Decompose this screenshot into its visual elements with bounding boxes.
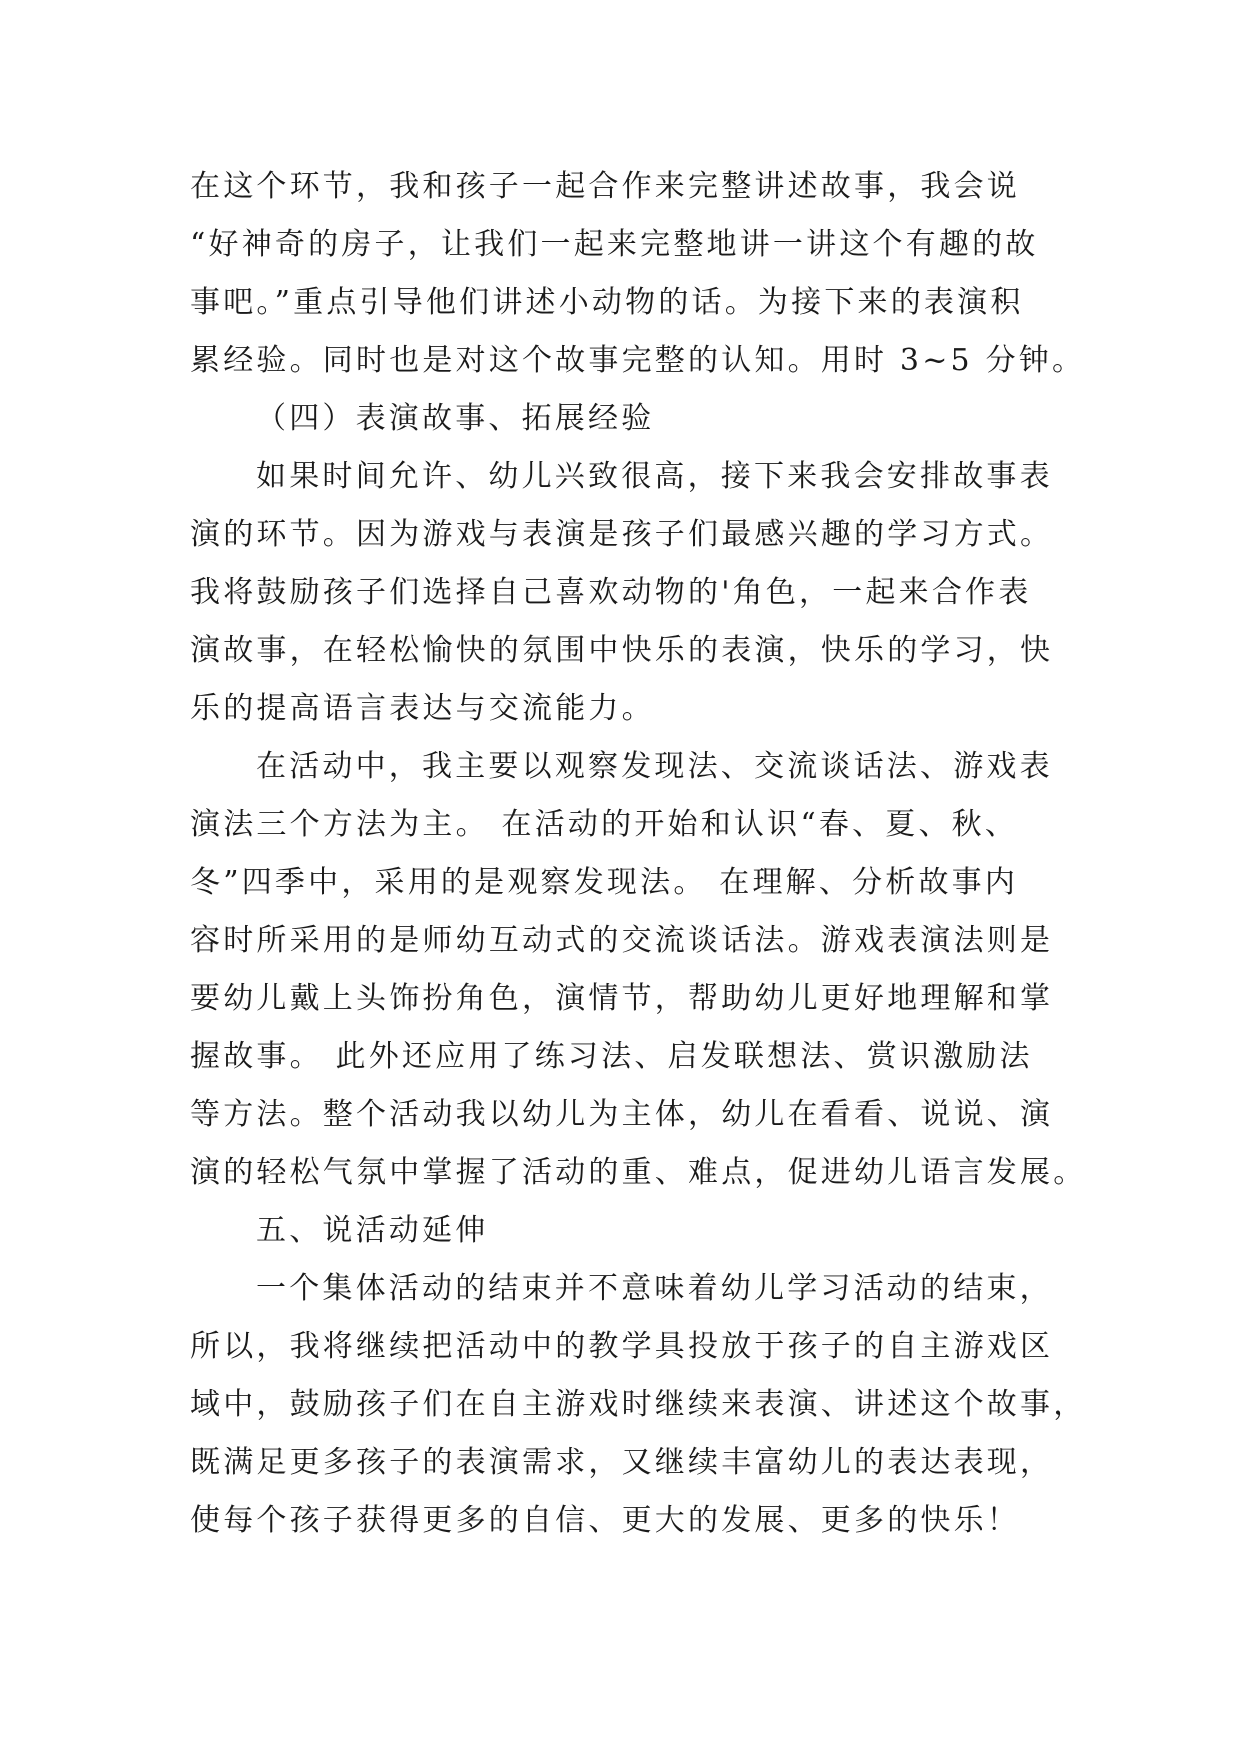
paragraph-line: 事吧。”重点引导他们讲述小动物的话。为接下来的表演积	[190, 285, 1024, 320]
paragraph-line: 演的轻松气氛中掌握了活动的重、难点，促进幼儿语言发展。	[190, 1155, 1087, 1190]
paragraph-line: 握故事。 此外还应用了练习法、启发联想法、赏识激励法	[190, 1039, 1033, 1074]
document-body	[190, 158, 1087, 1550]
paragraph-line: “好神奇的房子，让我们一起来完整地讲一讲这个有趣的故	[190, 227, 1039, 262]
paragraph-line: 演的环节。因为游戏与表演是孩子们最感兴趣的学习方式。	[190, 517, 1054, 552]
paragraph-line: 在活动中，我主要以观察发现法、交流谈话法、游戏表	[256, 749, 1053, 784]
paragraph-line: 所以，我将继续把活动中的教学具投放于孩子的自主游戏区	[190, 1329, 1054, 1364]
section-heading-5: 五、说活动延伸	[256, 1213, 489, 1248]
paragraph-line: 乐的提高语言表达与交流能力。	[190, 691, 655, 726]
paragraph-line: 既满足更多孩子的表演需求，又继续丰富幼儿的表达表现，	[190, 1445, 1054, 1480]
paragraph-line: 容时所采用的是师幼互动式的交流谈话法。游戏表演法则是	[190, 923, 1054, 958]
paragraph-line: 演故事，在轻松愉快的氛围中快乐的表演，快乐的学习，快	[190, 633, 1054, 668]
paragraph-line: 一个集体活动的结束并不意味着幼儿学习活动的结束，	[256, 1271, 1053, 1306]
paragraph-line: 等方法。整个活动我以幼儿为主体，幼儿在看看、说说、演	[190, 1097, 1054, 1132]
paragraph-line: 冬”四季中，采用的是观察发现法。 在理解、分析故事内	[190, 865, 1019, 900]
paragraph-line: 域中，鼓励孩子们在自主游戏时继续来表演、讲述这个故事，	[190, 1387, 1087, 1422]
paragraph-line: 演法三个方法为主。 在活动的开始和认识“春、夏、秋、	[190, 807, 1019, 842]
paragraph-line: 要幼儿戴上头饰扮角色，演情节，帮助幼儿更好地理解和掌	[190, 981, 1054, 1016]
paragraph-line: 累经验。同时也是对这个故事完整的认知。用时 3~5 分钟。	[190, 343, 1086, 378]
paragraph-line: 我将鼓励孩子们选择自己喜欢动物的'角色，一起来合作表	[190, 575, 1032, 610]
section-heading-4: （四）表演故事、拓展经验	[256, 401, 655, 436]
paragraph-line: 在这个环节，我和孩子一起合作来完整讲述故事，我会说	[190, 169, 1020, 204]
paragraph-line: 使每个孩子获得更多的自信、更大的发展、更多的快乐！	[190, 1503, 1020, 1538]
paragraph-line: 如果时间允许、幼儿兴致很高，接下来我会安排故事表	[256, 459, 1053, 494]
